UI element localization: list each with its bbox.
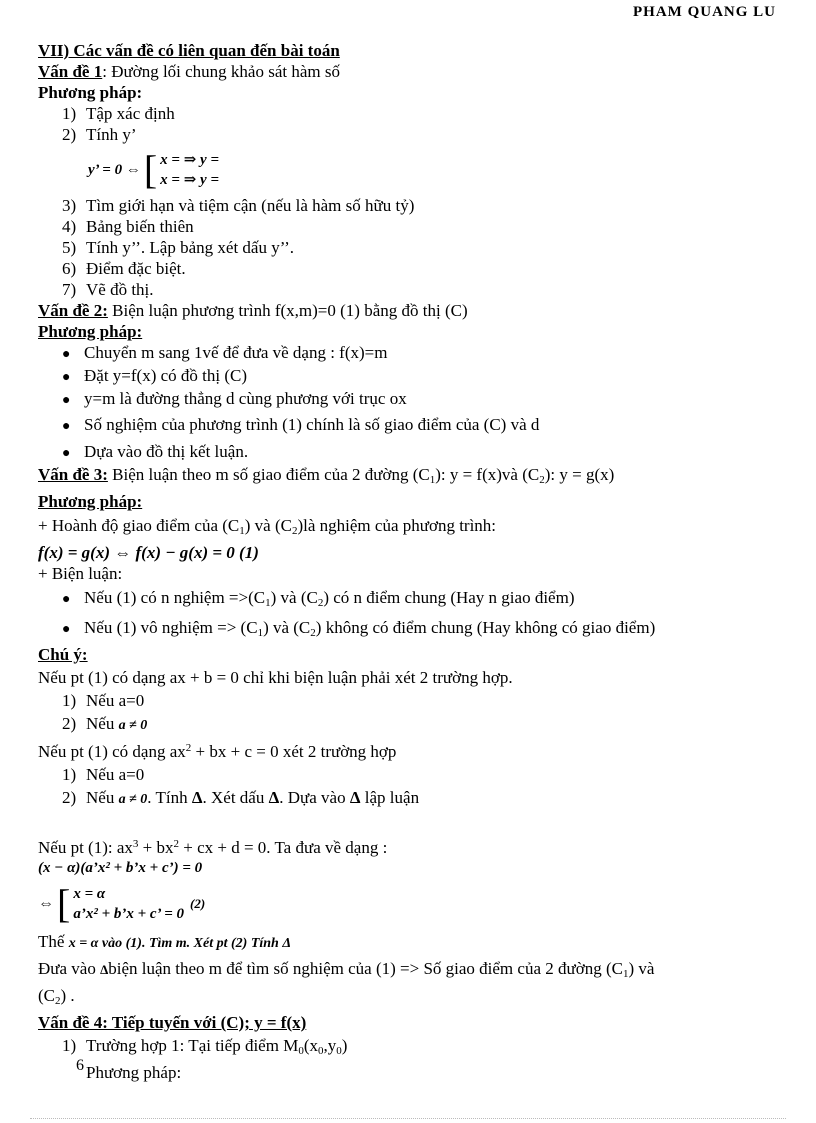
header-author: PHAM QUANG LU bbox=[633, 4, 776, 18]
list-item: ● y=m là đường thẳng d cùng phương với trục ox bbox=[62, 389, 407, 408]
note-paragraph: Thế x = α vào (1). Tìm m. Xét pt (2) Tính Δ bbox=[38, 932, 292, 951]
list-item: ● Nếu (1) có n nghiệm $=>(C_1)$ và $(C_2)$ có n điểm chung (Hay n giao điểm) bbox=[62, 588, 575, 609]
list-item: 1) Nếu a=0 bbox=[62, 691, 145, 710]
section-4-heading: Vấn đề 4: Tiếp tuyến với (C); y = f(x) bbox=[38, 1013, 307, 1032]
list-item: 1) Trường hợp 1: Tại tiếp điểm $M_0(x_0,y_0)$ bbox=[62, 1036, 348, 1057]
footer-divider bbox=[30, 1118, 786, 1119]
section-3-equation: f(x) = g(x) ⇔ f(x) − g(x) = 0 (1) bbox=[38, 543, 259, 562]
derivative-system: y’ = 0 ⇔ [ x = ⇒ y = x = ⇒ y = bbox=[88, 147, 219, 192]
note-heading: Chú ý: bbox=[38, 645, 88, 664]
list-item: 3) Tìm giới hạn và tiệm cận (nếu là hàm số hữu tỷ) bbox=[62, 196, 415, 215]
section-2-method: Phương pháp: bbox=[38, 322, 143, 341]
section-2-heading: Vấn đề 2: Biện luận phương trình f(x,m)=0 (1) bằng đồ thị (C) bbox=[38, 301, 468, 320]
note-paragraph: Nếu pt (1): $ax^3 + bx^2$ + cx + d = 0. Ta đưa về dạng : bbox=[38, 838, 388, 857]
factor-equation: (x − α)(a’x² + b’x + c’) = 0 bbox=[38, 860, 203, 876]
section-4-method: Phương pháp: bbox=[86, 1063, 182, 1082]
section-3-bienluan: + Biện luận: bbox=[38, 564, 123, 583]
section-1-method: Phương pháp: bbox=[38, 83, 143, 102]
section-title: VII) Các vấn đề có liên quan đến bài toán bbox=[38, 41, 340, 60]
section-3-method: Phương pháp: bbox=[38, 492, 143, 511]
list-item: ● Số nghiệm của phương trình (1) chính là số giao điểm của (C) và d bbox=[62, 415, 540, 434]
note-paragraph: Nếu pt (1) có dạng ax + b = 0 chỉ khi biện luận phải xét 2 trường hợp. bbox=[38, 668, 513, 687]
page-number: 6 bbox=[76, 1057, 84, 1074]
page-content bbox=[38, 40, 778, 1083]
section-3-heading: Vấn đề 3: Biện luận theo m số giao điểm của 2 đường $(C_1)$: y = f(x)và $(C_2)$: y = g(x) bbox=[38, 465, 615, 486]
list-item: ● Chuyển m sang 1vế để đưa về dạng : f(x)=m bbox=[62, 343, 388, 362]
list-item: 2) Nếu a ≠ 0. Tính Δ. Xét dấu Δ. Dựa vào Δ lập luận bbox=[62, 788, 420, 807]
list-item: ● Nếu (1) vô nghiệm => $(C_1)$ và $(C_2)$ không có điểm chung (Hay không có giao điểm) bbox=[62, 618, 656, 639]
list-item: 1) Tập xác định bbox=[62, 104, 175, 123]
factor-system: ⇔ [ x = α a’x² + b’x + c’ = 0 (2) bbox=[38, 881, 206, 926]
list-item: ● Đặt y=f(x) có đồ thị (C) bbox=[62, 366, 248, 385]
note-paragraph: $(C_2)$ . bbox=[38, 986, 75, 1007]
list-item: 6) Điểm đặc biệt. bbox=[62, 259, 186, 278]
list-item: 4) Bảng biến thiên bbox=[62, 217, 194, 236]
section-3-line: + Hoành độ giao điểm của $(C_1)$ và $(C_2)là$ nghiệm của phương trình: bbox=[38, 516, 497, 537]
list-item: 2) Nếu a ≠ 0 bbox=[62, 714, 148, 733]
note-paragraph: Nếu pt (1) có dạng $ax^2$ + bx + c = 0 xét 2 trường hợp bbox=[38, 742, 397, 761]
note-paragraph: Đưa vào Δbiện luận theo m để tìm số nghiệm của (1) => Số giao điểm của 2 đường $(C_1)$ và bbox=[38, 959, 655, 980]
list-item: 1) Nếu a=0 bbox=[62, 765, 145, 784]
list-item: 5) Tính y’’. Lập bảng xét dấu y’’. bbox=[62, 238, 295, 257]
list-item: 2) Tính y’ bbox=[62, 125, 137, 144]
section-1-heading: Vấn đề 1: Đường lối chung khảo sát hàm số bbox=[38, 62, 340, 81]
list-item: 7) Vẽ đồ thị. bbox=[62, 280, 154, 299]
list-item: ● Dựa vào đồ thị kết luận. bbox=[62, 442, 249, 461]
